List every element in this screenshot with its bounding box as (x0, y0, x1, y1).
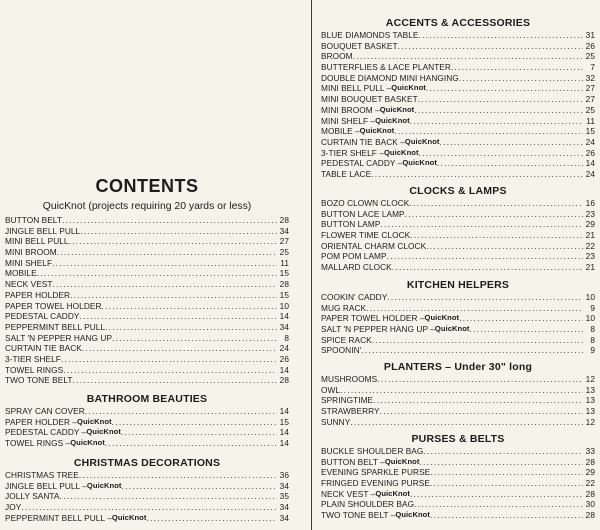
toc-entry (321, 292, 595, 303)
dot-leader (366, 303, 583, 314)
toc-entry (321, 169, 595, 180)
page-number: 14 (585, 158, 595, 169)
entry-title: TWO TONE BELT – (321, 510, 396, 521)
toc-entry (321, 116, 595, 127)
dot-leader (430, 478, 583, 489)
dot-leader (414, 499, 583, 510)
toc-entry (321, 62, 595, 73)
page-number: 11 (586, 115, 595, 126)
dot-leader (373, 395, 583, 406)
page-number: 10 (279, 300, 289, 311)
toc-entry (321, 457, 595, 468)
entry-title: BUTTON LAMP (321, 219, 381, 230)
entry-title: BROOM (321, 51, 353, 62)
entry-title: MOBILE (5, 268, 37, 279)
toc-entry (5, 365, 289, 376)
quicknot-tag: QuicKnot (70, 438, 105, 448)
entry-title: PLAIN SHOULDER BAG (321, 499, 415, 510)
dot-leader (70, 290, 277, 301)
toc-entry (321, 406, 595, 417)
quicknot-tag: QuicKnot (77, 416, 112, 426)
page-number: 23 (585, 208, 595, 219)
page-number: 10 (585, 292, 595, 302)
entry-title: FRINGED EVENING PURSE (321, 478, 430, 489)
entry-title: TABLE LACE (321, 168, 372, 179)
quicknot-tag: QuicKnot (111, 512, 147, 522)
entry-title: 3-TIER SHELF (5, 353, 61, 364)
entry-title: MINI SHELF (5, 257, 53, 268)
toc-entry (321, 395, 595, 406)
entry-title: MINI BROOM (5, 247, 57, 258)
page-number: 34 (279, 480, 289, 491)
toc-entry (5, 343, 289, 354)
toc-entry (321, 324, 595, 335)
entry-title: FLOWER TIME CLOCK (321, 230, 411, 241)
dot-leader (398, 41, 583, 52)
page-number: 26 (585, 40, 595, 51)
toc-entry (321, 94, 595, 105)
page-number: 28 (585, 456, 595, 467)
entry-title: BUTTERFLIES & LACE PLANTER (321, 62, 451, 73)
toc-entry (321, 198, 595, 209)
dot-leader (387, 251, 583, 262)
page-number: 13 (585, 406, 595, 417)
dot-leader (426, 83, 583, 94)
entry-title: BUTTON BELT (5, 215, 62, 225)
toc-entry (5, 311, 289, 322)
dot-leader (361, 345, 583, 356)
toc-entry (5, 513, 289, 524)
page-number: 34 (279, 321, 289, 332)
entry-title: SALT 'N PEPPER HANG UP – (321, 324, 435, 335)
dot-leader (418, 94, 583, 105)
entry-title: CURTAIN TIE BACK (5, 343, 82, 354)
dot-leader (430, 467, 583, 478)
page-number: 34 (279, 225, 289, 236)
toc-entry (5, 333, 289, 344)
dot-leader (418, 30, 583, 41)
page-number: 14 (279, 406, 289, 416)
page-number: 11 (280, 257, 289, 268)
dot-leader (437, 158, 583, 169)
dot-leader (392, 262, 583, 273)
toc-section (321, 278, 595, 356)
dot-leader (410, 489, 583, 500)
toc-entry (321, 510, 595, 521)
entry-title: SPRAY CAN COVER (5, 406, 85, 416)
entry-title: MOBILE – (321, 126, 360, 137)
dot-leader (21, 502, 277, 513)
toc-entry (321, 148, 595, 159)
entry-title: JOLLY SANTA (5, 491, 60, 502)
entry-title: BLUE DIAMONDS TABLE (321, 30, 419, 40)
toc-entry (5, 354, 289, 365)
entry-title: BOZO CLOWN CLOCK (321, 198, 410, 208)
page-number: 35 (279, 491, 289, 502)
page-number: 8 (284, 332, 289, 343)
toc-entry (5, 417, 289, 428)
toc-entry (5, 406, 289, 417)
dot-leader (69, 236, 277, 247)
page-number: 15 (279, 268, 289, 279)
dot-leader (459, 73, 583, 84)
toc-entry (321, 335, 595, 346)
dot-leader (380, 219, 583, 230)
dot-leader (105, 322, 277, 333)
dot-leader (102, 301, 278, 312)
quicknot-tag: QuicKnot (375, 115, 410, 125)
page-number: 21 (585, 230, 595, 241)
page-number: 25 (279, 247, 289, 258)
toc-section (321, 184, 595, 273)
toc-entry (5, 301, 289, 312)
dot-leader (353, 51, 583, 62)
entry-title: TOWEL RINGS (5, 364, 64, 375)
toc-entry (321, 385, 595, 396)
section-heading: KITCHEN HELPERS (406, 279, 510, 291)
entry-title: JINGLE BELL PULL – (5, 480, 87, 491)
toc-entry (5, 470, 289, 481)
dot-leader (112, 417, 277, 428)
entry-title: BUTTON LACE LAMP (321, 208, 405, 219)
page-number: 28 (279, 375, 289, 386)
page-number: 36 (279, 470, 289, 480)
toc-entry (321, 303, 595, 314)
page-number: 13 (585, 395, 595, 406)
page-number: 15 (279, 416, 289, 427)
page-number: 24 (279, 343, 289, 354)
page-number: 26 (585, 147, 595, 158)
toc-entry (5, 258, 289, 269)
dot-leader (423, 446, 583, 457)
entry-title: BOUQUET BASKET (321, 40, 398, 51)
page-number: 27 (585, 83, 595, 94)
entry-title: PEPPERMINT BELL PULL (5, 321, 106, 332)
toc-section (5, 215, 289, 386)
entry-title: PEDESTAL CADDY – (5, 427, 87, 438)
toc-entry (321, 73, 595, 84)
quicknot-tag: QuicKnot (375, 488, 410, 498)
page-number: 8 (590, 334, 595, 345)
page-number: 25 (585, 51, 595, 62)
page-number: 28 (585, 488, 595, 499)
quicknot-tag: QuicKnot (359, 126, 395, 136)
entry-title: NECK VEST (5, 279, 53, 290)
dot-leader (79, 470, 277, 481)
toc-entry (5, 438, 289, 449)
dot-leader (82, 343, 277, 354)
dot-leader (52, 279, 277, 290)
toc-entry (321, 209, 595, 220)
entry-title: SPICE RACK (321, 334, 372, 345)
toc-entry (321, 489, 595, 500)
entry-title: MALLARD CLOCK (321, 262, 392, 273)
toc-entry (5, 427, 289, 438)
toc-entry (321, 251, 595, 262)
page-title: CONTENTS (95, 176, 199, 196)
page-number: 14 (279, 427, 289, 438)
page-number: 23 (585, 251, 595, 262)
page-number: 24 (585, 136, 595, 147)
entry-title: JINGLE BELL PULL (5, 225, 81, 236)
dot-leader (409, 198, 583, 209)
page-number: 22 (585, 240, 595, 251)
dot-leader (121, 427, 277, 438)
dot-leader (414, 105, 583, 116)
toc-entry (5, 279, 289, 290)
column-divider (311, 0, 312, 530)
dot-leader (410, 116, 583, 127)
page-number: 24 (585, 168, 595, 179)
dot-leader (419, 457, 583, 468)
entry-title: PAPER HOLDER (5, 289, 70, 300)
toc-entry (5, 481, 289, 492)
dot-leader (60, 491, 278, 502)
toc-entry (321, 51, 595, 62)
entry-title: CHRISTMAS TREE (5, 470, 79, 480)
toc-entry (5, 226, 289, 237)
quicknot-tag: QuicKnot (434, 324, 470, 334)
toc-entry (321, 262, 595, 273)
toc-entry (321, 230, 595, 241)
page-number: 7 (590, 62, 595, 73)
toc-entry (321, 219, 595, 230)
page-number: 34 (279, 512, 289, 523)
quicknot-tag: QuicKnot (379, 104, 415, 114)
toc-section (321, 360, 595, 427)
dot-leader (426, 241, 583, 252)
entry-title: SUNNY (321, 416, 351, 427)
dot-leader (73, 375, 278, 386)
entry-title: CURTAIN TIE BACK – (321, 136, 405, 147)
dot-leader (439, 137, 583, 148)
page-number: 30 (585, 499, 595, 510)
dot-leader (340, 385, 583, 396)
section-heading: CHRISTMAS DECORATIONS (73, 457, 221, 469)
dot-leader (62, 215, 277, 226)
dot-leader (451, 62, 583, 73)
quicknot-tag: QuicKnot (86, 480, 122, 490)
dot-leader (410, 230, 583, 241)
page-number: 29 (585, 467, 595, 478)
toc-entry (321, 158, 595, 169)
toc-entry (5, 491, 289, 502)
quicknot-tag: QuicKnot (383, 147, 419, 157)
toc-entry (321, 417, 595, 428)
dot-leader (430, 510, 583, 521)
section-heading: PLANTERS – Under 30" long (383, 361, 533, 373)
quicknot-tag: QuicKnot (402, 158, 437, 168)
toc-entry (5, 322, 289, 333)
entry-title: MINI BELL PULL (5, 236, 69, 247)
toc-section (321, 16, 595, 180)
toc-entry (321, 499, 595, 510)
entry-title: MUSHROOMS (321, 374, 378, 384)
page-number: 8 (590, 324, 595, 335)
page-number: 27 (279, 236, 289, 247)
page-number: 15 (585, 126, 595, 137)
page-number: 28 (279, 279, 289, 290)
page-number: 32 (585, 72, 595, 83)
dot-leader (61, 354, 277, 365)
entry-title: MINI SHELF – (321, 115, 376, 126)
section-heading: PURSES & BELTS (411, 433, 505, 445)
toc-entry (5, 268, 289, 279)
toc-entry (321, 241, 595, 252)
entry-title: MUG RACK (321, 302, 367, 313)
page-number: 13 (585, 384, 595, 395)
entry-title: TOWEL RINGS – (5, 438, 71, 449)
toc-section (321, 432, 595, 521)
dot-leader (85, 406, 277, 417)
dot-leader (377, 374, 583, 385)
toc-entry (321, 467, 595, 478)
entry-title: SPOONIN' (321, 345, 362, 356)
entry-title: OWL (321, 384, 341, 395)
toc-entry (5, 375, 289, 386)
page-number: 16 (585, 198, 595, 208)
section-heading: ACCENTS & ACCESSORIES (385, 17, 531, 29)
toc-entry (321, 137, 595, 148)
page-number: 9 (590, 345, 595, 356)
dot-leader (405, 209, 583, 220)
page-number: 10 (585, 313, 595, 324)
entry-title: PAPER TOWEL HOLDER – (321, 313, 425, 324)
page-number: 28 (279, 215, 289, 225)
entry-title: TWO TONE BELT (5, 375, 73, 386)
entry-title: POM POM LAMP (321, 251, 387, 262)
toc-entry (321, 83, 595, 94)
page-number: 21 (585, 262, 595, 273)
quicknot-tag: QuicKnot (384, 456, 420, 466)
entry-title: ORIENTAL CHARM CLOCK (321, 240, 427, 251)
entry-title: DOUBLE DIAMOND MINI HANGING (321, 72, 459, 83)
dot-leader (52, 258, 277, 269)
dot-leader (80, 226, 277, 237)
dot-leader (371, 169, 583, 180)
entry-title: COOKIN' CADDY (321, 292, 388, 302)
entry-title: PAPER HOLDER – (5, 416, 78, 427)
toc-entry (321, 41, 595, 52)
page-number: 25 (585, 104, 595, 115)
page-number: 15 (279, 289, 289, 300)
dot-leader (112, 333, 277, 344)
toc-entry (321, 345, 595, 356)
page-number: 26 (279, 353, 289, 364)
toc-section (5, 392, 289, 449)
page-number: 14 (279, 364, 289, 375)
entry-title: EVENING SPARKLE PURSE (321, 467, 431, 478)
toc-entry (5, 502, 289, 513)
entry-title: STRAWBERRY (321, 406, 380, 417)
quicknot-tag: QuicKnot (395, 510, 430, 520)
dot-leader (37, 268, 277, 279)
entry-title: BUCKLE SHOULDER BAG (321, 446, 424, 456)
page-number: 9 (590, 302, 595, 313)
dot-leader (372, 335, 583, 346)
quicknot-tag: QuicKnot (86, 427, 121, 437)
dot-leader (105, 438, 277, 449)
dot-leader (387, 292, 583, 303)
entry-title: PAPER TOWEL HOLDER (5, 300, 102, 311)
entry-title: MINI BROOM – (321, 104, 380, 115)
page-number: 28 (585, 510, 595, 521)
page-number: 33 (585, 446, 595, 456)
entry-title: 3-TIER SHELF – (321, 147, 384, 158)
entry-title: SPRINGTIME (321, 395, 374, 406)
entry-title: NECK VEST – (321, 488, 376, 499)
page-number: 29 (585, 219, 595, 230)
toc-entry (321, 446, 595, 457)
dot-leader (419, 148, 583, 159)
dot-leader (394, 126, 583, 137)
page-number: 34 (279, 502, 289, 513)
toc-entry (5, 236, 289, 247)
entry-title: SALT 'N PEPPER HANG UP (5, 332, 113, 343)
toc-entry (321, 30, 595, 41)
section-heading: CLOCKS & LAMPS (409, 185, 507, 197)
toc-entry (5, 247, 289, 258)
quicknot-heading: QuicKnot (projects requiring 20 yards or less) (42, 201, 252, 212)
dot-leader (470, 324, 584, 335)
quicknot-tag: QuicKnot (404, 136, 440, 146)
dot-leader (350, 417, 583, 428)
section-heading: BATHROOM BEAUTIES (86, 393, 208, 405)
toc-entry (321, 478, 595, 489)
page-number: 31 (585, 30, 595, 40)
dot-leader (63, 365, 277, 376)
dot-leader (79, 311, 277, 322)
page-number: 12 (585, 416, 595, 427)
dot-leader (122, 481, 278, 492)
quicknot-tag: QuicKnot (391, 83, 426, 93)
dot-leader (57, 247, 277, 258)
entry-title: MINI BELL PULL – (321, 83, 392, 94)
page-number: 22 (585, 478, 595, 489)
page-number: 12 (585, 374, 595, 384)
dot-leader (146, 513, 277, 524)
page-number: 27 (585, 94, 595, 105)
quicknot-tag: QuicKnot (424, 313, 460, 323)
entry-title: MINI BOUQUET BASKET (321, 94, 418, 105)
toc-entry (5, 290, 289, 301)
page-number: 14 (279, 438, 289, 449)
entry-title: JOY (5, 502, 22, 513)
page-number: 14 (279, 311, 289, 322)
toc-entry (5, 215, 289, 226)
entry-title: PEPPERMINT BELL PULL – (5, 512, 112, 523)
toc-section (5, 456, 289, 523)
dot-leader (459, 313, 583, 324)
toc-entry (321, 313, 595, 324)
dot-leader (380, 406, 583, 417)
entry-title: PEDESTAL CADDY (5, 311, 80, 322)
entry-title: BUTTON BELT – (321, 456, 385, 467)
toc-entry (321, 126, 595, 137)
toc-entry (321, 105, 595, 116)
toc-entry (321, 374, 595, 385)
entry-title: PEDESTAL CADDY – (321, 158, 403, 169)
